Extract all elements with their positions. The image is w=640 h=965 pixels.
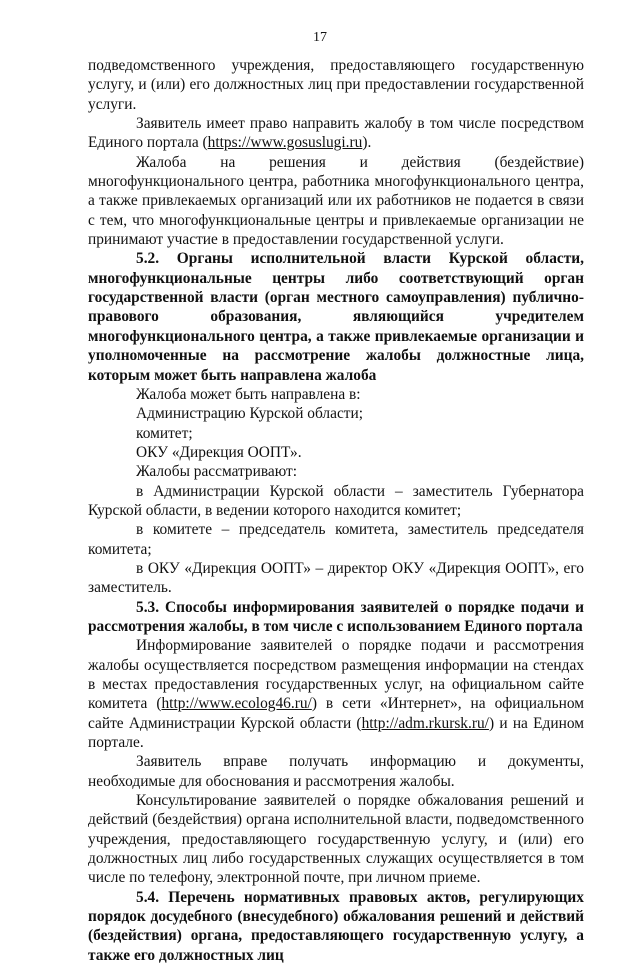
paragraph-applicant-rights: Заявитель вправе получать информацию и документы, необходимые для обоснования и рассмотрения жалобы.: [88, 753, 584, 790]
page-number: 17: [313, 30, 327, 45]
paragraph-portal-complaint: [88, 114, 584, 153]
section-heading-5-4: 5.4. Перечень нормативных правовых актов, регулирующих порядок досудебного (внесудебного) обжалования решений и действий (бездействия) органа, предоставляющего государственную услугу, а также его должностных лиц: [88, 888, 584, 964]
paragraph-consulting: Консультирование заявителей о порядке обжалования решений и действий (бездействия) органа исполнительной власти, подведомственного учреждения, предоставляющего государственную услугу, и (или) его должностных лиц либо государственных служащих осуществляется в том числе по телефону, электронной почте, при личном приеме.: [88, 792, 584, 887]
list-item-administration: Администрацию Курской области;: [136, 405, 364, 423]
list-item-reviewer-oku: в ОКУ «Дирекция ООПТ» – директор ОКУ «Дирекция ООПТ», его заместитель.: [88, 559, 584, 597]
paragraph-continuation: подведомственного учреждения, предоставляющего государственную услугу, и (или) его должностных лиц при предоставлении государственной услуги.: [88, 57, 584, 113]
list-item-committee: комитет;: [136, 424, 193, 442]
list-item-reviewer-administration: в Администрации Курской области – заместитель Губернатора Курской области, в ведении которого находится комитет;: [88, 482, 584, 519]
portal-complaint-end: ).: [362, 134, 372, 152]
paragraph-complaint-reviewers: Жалобы рассматривают:: [136, 463, 298, 481]
informing-text-a: Информирование заявителей о порядке подачи и рассмотрения жалобы осуществляется посредством размещения информации на стендах в местах предоставления государственных услуг, на официальном сайте комитета (: [88, 637, 584, 713]
list-item-reviewer-committee: в комитете – председатель комитета, заместитель председателя комитета;: [88, 521, 584, 558]
list-item-oku: ОКУ «Дирекция ООПТ».: [136, 443, 302, 461]
gosuslugi-link[interactable]: https://www.gosuslugi.ru: [207, 134, 363, 152]
paragraph-complaint-recipients: Жалоба может быть направлена в:: [136, 385, 361, 403]
portal-complaint-text: Заявитель имеет право направить жалобу в том числе посредством Единого портала (: [88, 115, 584, 152]
adm-rkursk-link[interactable]: http://adm.rkursk.ru/: [361, 714, 489, 732]
informing-text-c: ) и на Едином портале.: [88, 714, 584, 752]
paragraph-mfc-complaint: Жалоба на решения и действия (бездействие) многофункционального центра, работника многофункционального центра, а также привлекаемых организаций или их работников не подается в связи с тем, что многофункциональные центры и привлекаемые организации не принимают участие в предоставлении государственной услуги.: [88, 153, 584, 249]
section-heading-5-3: 5.3. Способы информирования заявителей о порядке подачи и рассмотрения жалобы, в том числе с использованием Единого портала: [88, 598, 584, 635]
document-body: [88, 56, 584, 965]
informing-text-b: ) в сети «Интернет», на официальном сайте Администрации Курской области (: [88, 695, 584, 732]
section-heading-5-2: 5.2. Органы исполнительной власти Курской области, многофункциональные центры либо соответствующий орган государственной власти (орган местного самоуправления) публично-правового образования, являющийся учредителем многофункционального центра, а также привлекаемые организации и уполномоченные на рассмотрение жалобы должностные лица, которым может быть направлена жалоба: [88, 250, 584, 384]
ecolog46-link[interactable]: http://www.ecolog46.ru/: [161, 695, 312, 713]
paragraph-informing-applicants: [88, 636, 584, 752]
